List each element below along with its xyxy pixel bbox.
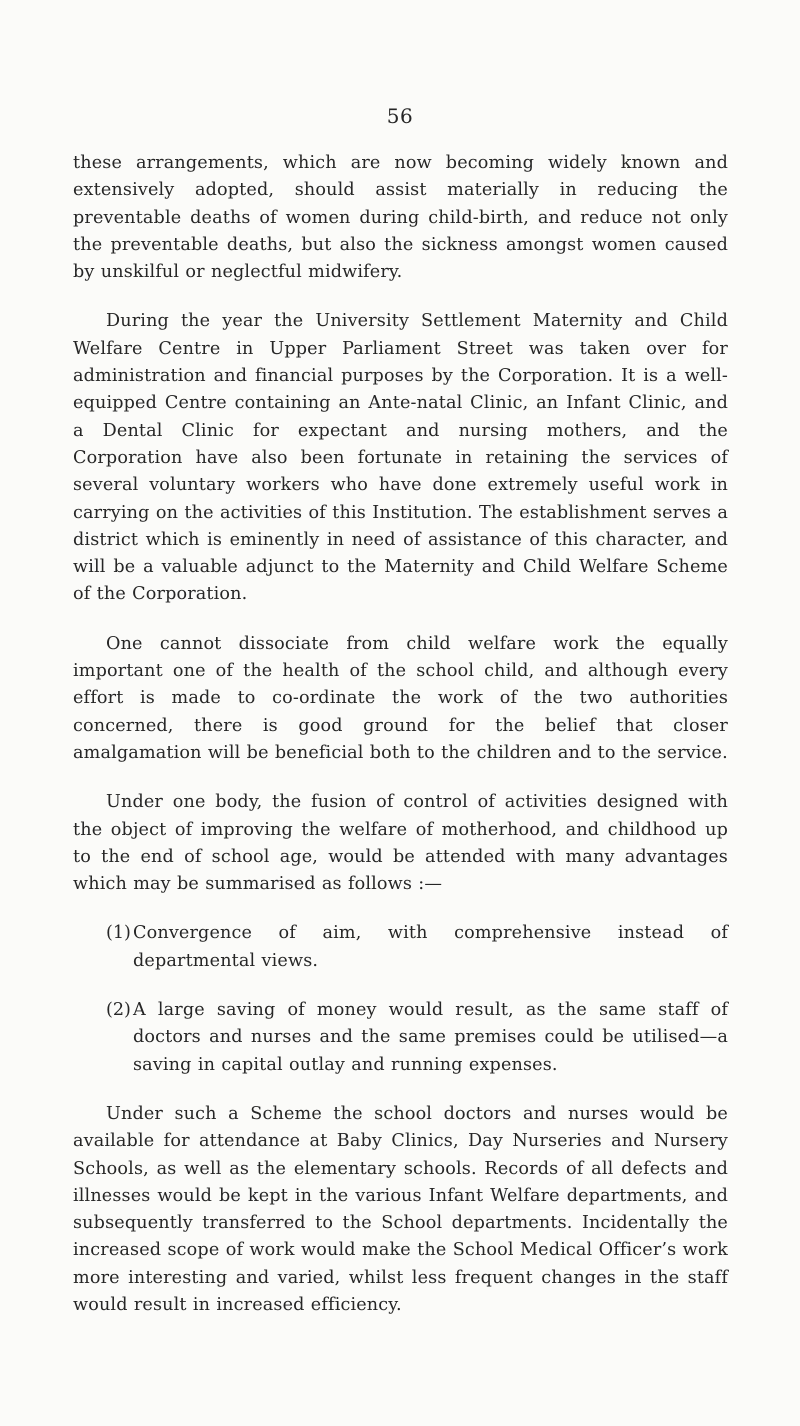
paragraph-settlement-centre: During the year the University Settlement Maternity and Child Welfare Centre in Upper Parliament Street was taken over for administration and financial purposes by the Corporation. It is a well-equipped Centre containing an Ante-natal Clinic, an Infant Clinic, and a Dental Clinic for expectant and nursing mothers, and the Corporation have also been fortunate in retaining the services of several voluntary workers who have done extremely useful work in carrying on the activities of this Institution. The establishment serves a district which is eminently in need of assistance of this character, and will be a valuable adjunct to the Maternity and Child Welfare Scheme of the Corporation. — [73, 311, 728, 605]
paragraph-scheme: Under such a Scheme the school doctors and nurses would be available for attendance at Baby Clinics, Day Nurseries and Nursery Schools, as well as the elementary schools. Records of all defects and illnesses would be kept in the various Infant Welfare departments, and subsequently transferred to the School departments. Incidentally the increased scope of work would make the School Medical Officer’s work more interesting and varied, whilst less frequent changes in the staff would result in increased efficiency. — [73, 1103, 728, 1315]
list-item-saving — [73, 997, 728, 1079]
list-item-convergence — [73, 920, 728, 975]
paragraph-fusion-of-control: Under one body, the fusion of control of activities designed with the object of improving the welfare of motherhood, and childhood up to the end of school age, would be attended with many advantages which may be summarised as follows :— — [73, 792, 728, 895]
page-number: 56 — [386, 104, 414, 128]
list-marker: (1) — [106, 923, 131, 944]
list-item-text: A large saving of money would result, as the same staff of doctors and nurses and the same premises could be utilised—a saving in capital outlay and running expenses. — [133, 1000, 728, 1075]
body-text — [73, 150, 728, 1341]
paragraph-school-child: One cannot dissociate from child welfare work the equally important one of the health of the school child, and although every effort is made to co-ordinate the work of the two authorities concerned, there is good ground for the belief that closer amalgamation will be beneficial both to the children and to the service. — [73, 633, 728, 763]
paragraph-continuation: these arrangements, which are now becoming widely known and extensively adopted, should assist materially in reducing the preventable deaths of women during child-birth, and reduce not only the preventable deaths, but also the sickness amongst women caused by unskilful or neglectful midwifery. — [73, 153, 728, 283]
list-item-text: Convergence of aim, with comprehensive instead of departmental views. — [133, 923, 728, 971]
list-marker: (2) — [106, 1000, 131, 1021]
